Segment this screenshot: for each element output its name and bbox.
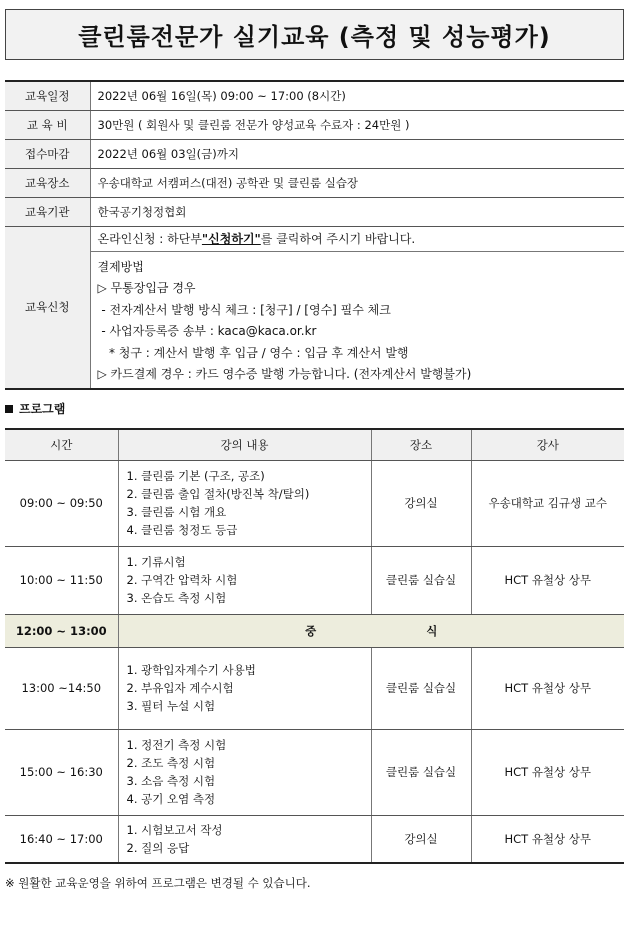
header-instructor: 강사 xyxy=(471,429,624,460)
program-table xyxy=(5,428,624,864)
row-time: 13:00 ~14:50 xyxy=(5,647,118,729)
program-header-row xyxy=(5,429,624,460)
lunch-word-2: 식 xyxy=(426,623,438,638)
content-item: 3. 클린룸 시험 개요 xyxy=(126,505,227,519)
payment-line: - 전자계산서 발행 방식 체크 : [청구] / [영수] 필수 체크 xyxy=(97,302,391,317)
schedule-label: 교육일정 xyxy=(5,81,90,110)
apply-link[interactable]: "신청하기" xyxy=(201,232,261,246)
info-table xyxy=(5,80,624,390)
online-apply-line xyxy=(91,227,625,252)
content-item: 3. 소음 측정 시험 xyxy=(126,774,216,788)
payment-line: ▷ 카드결제 경우 : 카드 영수증 발행 가능합니다. (전자계산서 발행불가) xyxy=(97,367,472,381)
row-instructor: HCT 유철상 상무 xyxy=(471,729,624,815)
page-title: 클린룸전문가 실기교육 (측정 및 성능평가) xyxy=(5,9,624,60)
content-item: 4. 클린룸 청정도 등급 xyxy=(126,523,238,537)
schedule-value: 2022년 06월 16일(목) 09:00 ~ 17:00 (8시간) xyxy=(90,81,624,110)
row-place: 강의실 xyxy=(371,815,471,863)
content-item: 1. 클린룸 기본 (구조, 공조) xyxy=(126,469,265,483)
content-item: 2. 조도 측정 시험 xyxy=(126,756,216,770)
row-time: 09:00 ~ 09:50 xyxy=(5,460,118,546)
table-row xyxy=(5,546,624,614)
row-time: 10:00 ~ 11:50 xyxy=(5,546,118,614)
content-item: 1. 시험보고서 작성 xyxy=(126,822,223,837)
table-row xyxy=(5,815,624,863)
deadline-label: 접수마감 xyxy=(5,139,90,168)
row-content xyxy=(118,647,371,729)
content-item: 1. 기류시험 xyxy=(126,555,186,569)
table-row xyxy=(5,460,624,546)
row-time: 15:00 ~ 16:30 xyxy=(5,729,118,815)
program-section-title: 프로그램 xyxy=(19,402,66,416)
row-instructor: HCT 유철상 상무 xyxy=(471,647,624,729)
content-item: 1. 광학입자계수기 사용법 xyxy=(126,663,256,677)
fee-label: 교 육 비 xyxy=(5,110,90,139)
content-item: 1. 정전기 측정 시험 xyxy=(126,738,227,752)
row-place: 클린룸 실습실 xyxy=(371,729,471,815)
header-place: 장소 xyxy=(371,429,471,460)
org-value: 한국공기청정협회 xyxy=(90,197,624,226)
header-content: 강의 내용 xyxy=(118,429,371,460)
row-content xyxy=(118,815,371,863)
payment-lines xyxy=(91,252,625,388)
footnote: ※ 원활한 교육운영을 위하여 프로그램은 변경될 수 있습니다. xyxy=(5,876,311,890)
info-row-place xyxy=(5,168,624,197)
row-place: 클린룸 실습실 xyxy=(371,546,471,614)
info-row-org xyxy=(5,197,624,226)
apply-label: 교육신청 xyxy=(5,226,90,389)
header-time: 시간 xyxy=(5,429,118,460)
org-label: 교육기관 xyxy=(5,197,90,226)
content-item: 2. 클린룸 출입 절차(방진복 착/탈의) xyxy=(126,487,310,501)
row-instructor: HCT 유철상 상무 xyxy=(471,815,624,863)
content-item: 2. 질의 응답 xyxy=(126,840,190,855)
program-section-heading xyxy=(5,400,65,417)
square-bullet-icon xyxy=(5,405,13,413)
info-row-fee xyxy=(5,110,624,139)
table-row xyxy=(5,729,624,815)
fee-value: 30만원 ( 회원사 및 클린룸 전문가 양성교육 수료자 : 24만원 ) xyxy=(90,110,624,139)
info-row-apply xyxy=(5,226,624,389)
content-item: 4. 공기 오염 측정 xyxy=(126,792,216,806)
info-row-schedule xyxy=(5,81,624,110)
place-label: 교육장소 xyxy=(5,168,90,197)
table-row xyxy=(5,647,624,729)
online-apply-prefix: 온라인신청 : 하단부 xyxy=(97,232,202,246)
lunch-label xyxy=(118,614,624,647)
row-place: 강의실 xyxy=(371,460,471,546)
content-item: 2. 부유입자 계수시험 xyxy=(126,681,234,695)
row-instructor: 우송대학교 김규생 교수 xyxy=(471,460,624,546)
row-content xyxy=(118,729,371,815)
lunch-time: 12:00 ~ 13:00 xyxy=(5,614,118,647)
payment-line: 결제방법 xyxy=(97,259,144,274)
payment-line: * 청구 : 계산서 발행 후 입금 / 영수 : 입금 후 계산서 발행 xyxy=(97,345,409,360)
apply-cell xyxy=(90,226,624,389)
content-item: 3. 온습도 측정 시험 xyxy=(126,591,227,605)
content-item: 3. 필터 누설 시험 xyxy=(126,699,216,713)
lunch-word-1: 중 xyxy=(305,623,317,638)
online-apply-suffix: 를 클릭하여 주시기 바랍니다. xyxy=(260,232,416,246)
row-place: 클린룸 실습실 xyxy=(371,647,471,729)
row-content xyxy=(118,546,371,614)
row-content xyxy=(118,460,371,546)
deadline-value: 2022년 06월 03일(금)까지 xyxy=(90,139,624,168)
row-time: 16:40 ~ 17:00 xyxy=(5,815,118,863)
payment-line: ▷ 무통장입금 경우 xyxy=(97,281,196,295)
content-item: 2. 구역간 압력차 시험 xyxy=(126,573,238,587)
row-instructor: HCT 유철상 상무 xyxy=(471,546,624,614)
payment-line: - 사업자등록증 송부 : kaca@kaca.or.kr xyxy=(97,324,317,338)
info-row-deadline xyxy=(5,139,624,168)
place-value: 우송대학교 서캠퍼스(대전) 공학관 및 클린룸 실습장 xyxy=(90,168,624,197)
lunch-row xyxy=(5,614,624,647)
